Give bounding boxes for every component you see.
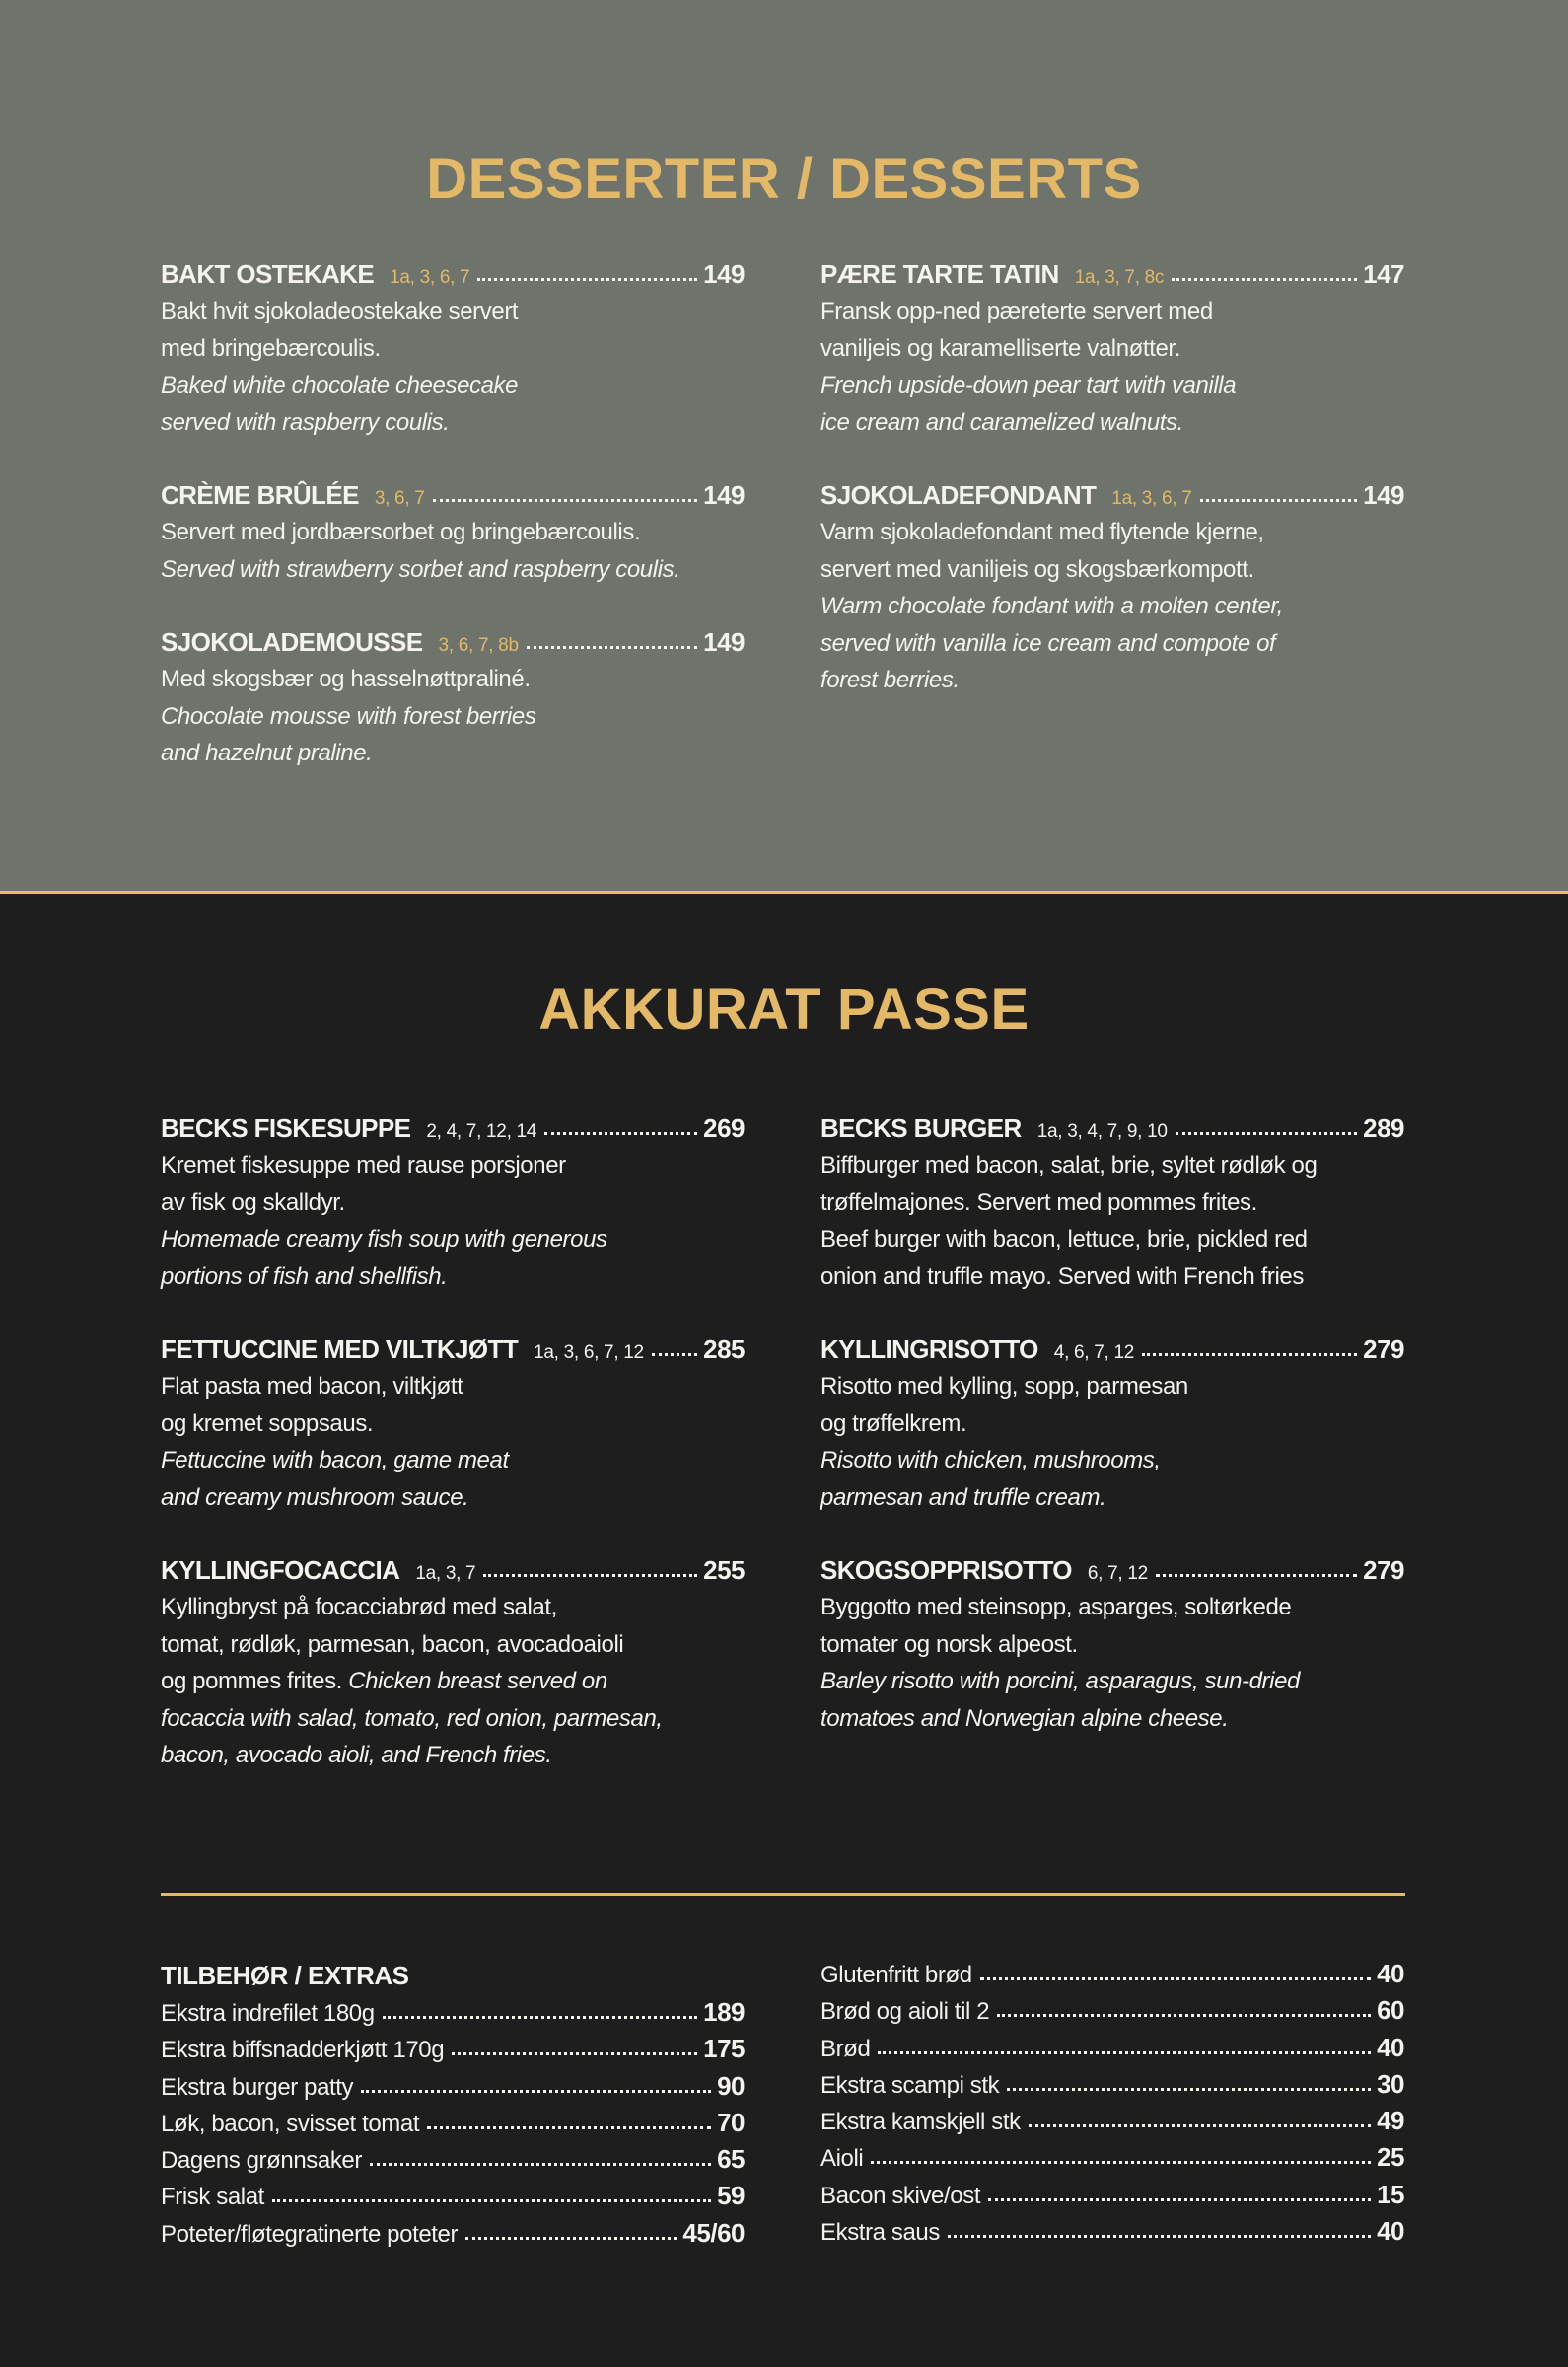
extras-item-name: Dagens grønnsaker [161,2147,362,2175]
description-text: served with raspberry coulis. [161,408,450,436]
extras-item-name: Ekstra biffsnadderkjøtt 170g [161,2037,445,2064]
menu-item [820,1331,1404,1516]
description-text: Beef burger with bacon, lettuce, brie, pickled red [820,1226,1308,1253]
extras-item [161,1994,745,2031]
menu-item-header [161,624,745,661]
menu-item-description-en [161,367,745,404]
description-text-en: Chicken breast served on [348,1668,607,1694]
menu-item-allergens: 1a, 3, 7, 8c [1074,267,1165,288]
menu-item-allergens: 3, 6, 7, 8b [438,635,519,656]
dot-leader [1007,2088,1371,2091]
extras-right-column [820,1956,1404,2250]
menu-item-allergens: 4, 6, 7, 12 [1053,1342,1135,1363]
menu-item-description-en [820,1700,1404,1738]
dot-leader [477,278,697,281]
description-text: og kremet soppsaus. [161,1409,374,1437]
menu-item-description [161,1368,745,1405]
extras-item-name: Ekstra saus [820,2219,940,2247]
dot-leader [1142,1353,1357,1356]
description-text: portions of fish and shellfish. [161,1262,448,1290]
dot-leader [1200,499,1358,502]
extras-title: TILBEHØR / EXTRAS [161,1961,409,1990]
menu-item-header [161,477,745,514]
dot-leader [980,1977,1371,1980]
description-text: and creamy mushroom sauce. [161,1483,469,1511]
extras-item-price: 30 [1377,2068,1404,2099]
description-text: onion and truffle mayo. Served with French fries [820,1262,1304,1290]
extras-item [161,2215,745,2252]
extras-item [161,2178,745,2214]
extras-item-price: 45/60 [682,2217,745,2248]
extras-item [820,2177,1404,2213]
extras-item [161,2068,745,2105]
menu-item [161,1552,745,1774]
description-text: served with vanilla ice cream and compote of [820,629,1276,657]
dot-leader [383,2016,697,2019]
menu-item-header [820,477,1404,514]
menu-item-description-en [820,1663,1404,1700]
menu-item-description-en [161,1258,745,1296]
menu-item-description [820,1221,1404,1258]
menu-item-name: SJOKOLADEMOUSSE [161,627,423,657]
extras-item-price: 40 [1377,2032,1404,2062]
extras-item-price: 65 [717,2144,745,2175]
mains-right-column [820,1111,1404,1773]
extras-item [820,1992,1404,2029]
menu-item-header [820,1331,1404,1368]
menu-item-header [161,1331,745,1368]
dot-leader [433,499,698,502]
extras-item-price: 49 [1377,2106,1404,2136]
extras-item-name: Brød [820,2035,871,2062]
menu-item-description [161,514,745,551]
desserts-right-column [820,256,1404,736]
description-text: French upside-down pear tart with vanilla [820,372,1237,398]
menu-item-name: SKOGSOPPRISOTTO [820,1555,1072,1585]
description-text: Warm chocolate fondant with a molten center, [820,593,1283,619]
menu-item-price: 149 [703,259,745,289]
description-text: Kyllingbryst på focacciabrød med salat, [161,1594,557,1620]
menu-item-description [820,1147,1404,1184]
menu-item-header [820,1111,1404,1147]
menu-item-description [820,1589,1404,1626]
menu-item [820,1552,1404,1737]
description-text: Flat pasta med bacon, viltkjøtt [161,1373,463,1399]
extras-item [820,2066,1404,2103]
menu-item-description [820,1368,1404,1405]
description-text: Risotto with chicken, mushrooms, [820,1447,1161,1473]
extras-item [161,2141,745,2178]
menu-item-description-en [820,404,1404,442]
dot-leader [948,2235,1371,2238]
extras-item-price: 25 [1377,2142,1404,2173]
menu-item-allergens: 2, 4, 7, 12, 14 [426,1121,537,1142]
extras-item [820,1956,1404,1992]
extras-item-name: Poteter/fløtegratinerte poteter [161,2220,459,2248]
description-text: parmesan and truffle cream. [820,1483,1106,1511]
description-text: Served with strawberry sorbet and raspberry coulis. [161,555,680,583]
extras-item [820,2139,1404,2176]
dot-leader [483,1574,697,1577]
description-text: and hazelnut praline. [161,740,373,766]
dot-leader [544,1132,697,1135]
description-text: Varm sjokoladefondant med flytende kjerne, [820,519,1264,545]
extras-item [161,2031,745,2067]
extras-item [820,2213,1404,2250]
description-text: bacon, avocado aioli, and French fries. [161,1742,552,1768]
description-text: Kremet fiskesuppe med rause porsjoner [161,1152,566,1179]
extras-item-price: 15 [1377,2179,1404,2209]
extras-item [820,2030,1404,2066]
description-text: tomater og norsk alpeost. [820,1630,1078,1658]
menu-item [820,477,1404,699]
extras-left-column [161,1958,745,2252]
description-text: Chocolate mousse with forest berries [161,702,536,730]
description-text: Bakt hvit sjokoladeostekake servert [161,298,519,324]
menu-item-description [820,1184,1404,1222]
menu-item-allergens: 1a, 3, 7 [415,1563,476,1584]
extras-item-price: 40 [1377,2216,1404,2247]
extras-item-name: Ekstra kamskjell stk [820,2109,1021,2136]
menu-item-description [820,1258,1404,1296]
description-text: vaniljeis og karamelliserte valnøtter. [820,334,1180,362]
description-text: Biffburger med bacon, salat, brie, syltet rødløk og [820,1152,1318,1179]
menu-item-description-en [161,404,745,442]
menu-item [161,477,745,588]
extras-item-price: 70 [717,2107,745,2137]
menu-item-description [161,293,745,330]
extras-item-name: Frisk salat [161,2184,264,2211]
extras-item-price: 40 [1377,1959,1404,1988]
menu-item-price: 149 [1363,480,1404,510]
menu-item-description-en [161,735,745,772]
menu-item-description-en [820,1479,1404,1517]
menu-item-price: 255 [703,1555,745,1585]
dot-leader [1029,2124,1371,2127]
description-text: ice cream and caramelized walnuts. [820,408,1183,436]
menu-item-description-en [161,551,745,589]
menu-item-allergens: 1a, 3, 4, 7, 9, 10 [1036,1121,1168,1142]
description-text: Fettuccine with bacon, game meat [161,1447,509,1473]
dot-leader [370,2163,711,2166]
description-text: Barley risotto with porcini, asparagus, sun-dried [820,1668,1300,1694]
menu-item-name: CRÈME BRÛLÉE [161,480,359,510]
description-text: av fisk og skalldyr. [161,1188,345,1216]
menu-item-name: SJOKOLADEFONDANT [820,480,1097,510]
menu-item-description [820,330,1404,368]
menu-item [820,256,1404,441]
menu-item-name: BECKS FISKESUPPE [161,1113,411,1143]
menu-item-description [161,330,745,368]
dot-leader [652,1353,697,1356]
menu-item-price: 149 [703,480,745,510]
dot-leader [871,2161,1371,2164]
description-text: servert med vaniljeis og skogsbærkompott. [820,555,1254,583]
extras-item-name: Løk, bacon, svisset tomat [161,2110,420,2137]
menu-item-description-en [161,1700,745,1738]
menu-item-price: 279 [1363,1555,1404,1585]
extras-item-price: 175 [703,2034,745,2064]
dot-leader [1172,278,1357,281]
description-text: tomatoes and Norwegian alpine cheese. [820,1704,1229,1732]
extras-item-name: Glutenfritt brød [820,1962,972,1988]
description-text: trøffelmajones. Servert med pommes frites. [820,1188,1257,1216]
extras-item-price: 59 [717,2181,745,2211]
dot-leader [452,2052,697,2055]
extras-item-name: Bacon skive/ost [820,2182,981,2209]
menu-item-header [820,256,1404,293]
description-text: focaccia with salad, tomato, red onion, parmesan, [161,1704,663,1732]
dot-leader [427,2126,711,2129]
menu-item-description-en [820,662,1404,699]
desserts-section [0,0,1568,891]
menu-item-description [161,1405,745,1443]
menu-item-allergens: 3, 6, 7 [374,488,425,509]
menu-item-allergens: 6, 7, 12 [1087,1563,1148,1584]
dot-leader [1156,1574,1357,1577]
extras-item-price: 90 [717,2070,745,2101]
menu-item [820,1111,1404,1295]
menu-item-price: 149 [703,627,745,657]
extras-item-price: 189 [703,1997,745,2027]
menu-item-header [161,1552,745,1589]
description-text: og pommes frites. [161,1668,342,1694]
description-text: med bringebærcoulis. [161,334,381,362]
menu-item-name: BAKT OSTEKAKE [161,259,375,289]
menu-item [161,256,745,441]
dot-leader [1176,1132,1357,1135]
menu-item-price: 285 [703,1334,745,1364]
description-text: forest berries. [820,667,960,693]
extras-divider [161,1893,1405,1896]
description-text: Homemade creamy fish soup with generous [161,1226,607,1253]
extras-item-name: Ekstra indrefilet 180g [161,2000,375,2027]
description-text: tomat, rødløk, parmesan, bacon, avocadoaioli [161,1630,624,1658]
menu-item-allergens: 1a, 3, 6, 7 [1111,488,1192,509]
menu-item [161,624,745,772]
menu-item-header [820,1552,1404,1589]
menu-item-description [161,1147,745,1184]
menu-item-price: 279 [1363,1334,1404,1364]
menu-item-name: PÆRE TARTE TATIN [820,259,1059,289]
dot-leader [988,2198,1371,2201]
menu-item [161,1111,745,1295]
menu-item-header [161,1111,745,1147]
menu-item-name: FETTUCCINE MED VILTKJØTT [161,1334,519,1364]
dot-leader [997,2014,1371,2017]
menu-item-allergens: 1a, 3, 6, 7, 12 [534,1342,644,1363]
extras-item-name: Ekstra burger patty [161,2073,354,2101]
menu-item-description [161,661,745,698]
description-text: Baked white chocolate cheesecake [161,372,519,398]
extras-item-price: 60 [1377,1995,1404,2026]
desserts-left-column [161,256,745,809]
menu-item-description [161,1184,745,1222]
description-text: og trøffelkrem. [820,1409,967,1437]
extras-item-name: Aioli [820,2145,864,2173]
menu-item-allergens: 1a, 3, 6, 7 [390,267,470,288]
dot-leader [527,646,697,649]
menu-item-description-en [161,1479,745,1517]
menu-item-description-en [161,1737,745,1774]
menu-item-description-en [161,698,745,736]
menu-item-description [820,1405,1404,1443]
menu-item-description [820,293,1404,330]
menu-item-description [161,1589,745,1626]
dot-leader [361,2090,711,2093]
menu-item-description [161,1626,745,1664]
menu-item-price: 289 [1363,1113,1404,1143]
menu-item-description [161,1663,745,1700]
dot-leader [465,2237,677,2240]
menu-item-description-en [161,1221,745,1258]
desserts-title: DESSERTER / DESSERTS [426,147,1142,211]
description-text: Risotto med kylling, sopp, parmesan [820,1373,1188,1399]
menu-item-header [161,256,745,293]
mains-title: AKKURAT PASSE [538,977,1030,1041]
extras-item [161,2105,745,2141]
extras-item-name: Ekstra scampi stk [820,2071,1000,2099]
extras-item-name: Brød og aioli til 2 [820,1998,990,2026]
extras-item [820,2103,1404,2139]
menu-item [161,1331,745,1516]
menu-item-description [820,1626,1404,1664]
menu-item-description-en [820,1442,1404,1479]
description-text: Servert med jordbærsorbet og bringebærcoulis. [161,519,641,545]
menu-item-description [820,514,1404,551]
menu-item-name: KYLLINGFOCACCIA [161,1555,400,1585]
menu-item-price: 269 [703,1113,745,1143]
description-text: Fransk opp-ned pæreterte servert med [820,298,1213,324]
mains-left-column [161,1111,745,1811]
dot-leader [272,2199,711,2202]
menu-item-price: 147 [1363,259,1404,289]
dot-leader [878,2051,1371,2054]
menu-item-description-en [820,588,1404,625]
menu-item-name: BECKS BURGER [820,1113,1022,1143]
menu-item-description [820,551,1404,589]
menu-item-description-en [820,625,1404,663]
menu-item-name: KYLLINGRISOTTO [820,1334,1038,1364]
menu-item-description-en [820,367,1404,404]
description-text: Med skogsbær og hasselnøttpraliné. [161,666,531,692]
description-text: Byggotto med steinsopp, asparges, soltørkede [820,1594,1292,1620]
menu-item-description-en [161,1442,745,1479]
